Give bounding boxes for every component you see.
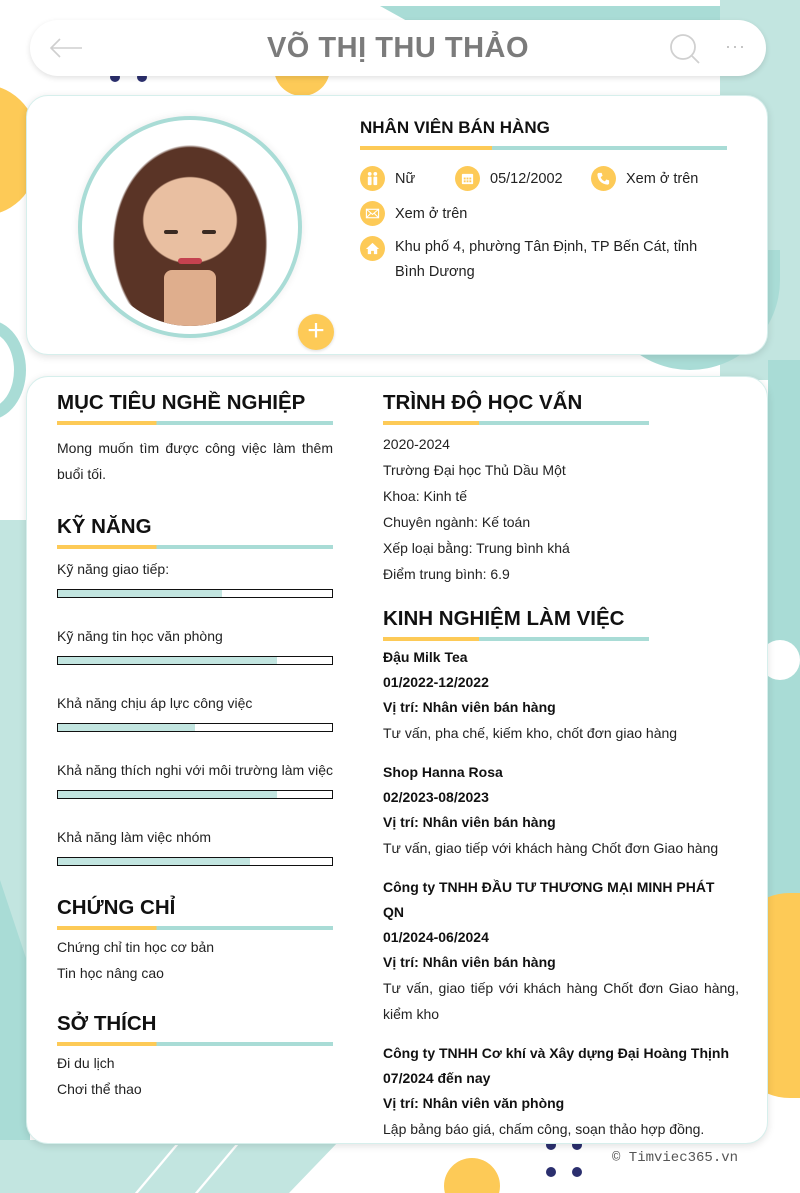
skill-bar (57, 857, 333, 866)
experience-period: 07/2024 đến nay (383, 1070, 491, 1086)
home-icon (360, 236, 385, 261)
page-title: VÕ THỊ THU THẢO (266, 31, 530, 64)
experience-description: Tư vấn, giao tiếp với khách hàng Chốt đơn Giao hàng (383, 840, 719, 856)
avatar-frame (78, 116, 325, 347)
resume-content-card (26, 376, 768, 1144)
skill-bar-fill (58, 791, 277, 798)
education-line: Chuyên ngành: Kế toán (383, 514, 531, 530)
experience-period: 02/2023-08/2023 (383, 789, 489, 805)
section-divider (383, 421, 649, 425)
experience-item (383, 1041, 739, 1142)
experience-period: 01/2024-06/2024 (383, 929, 489, 945)
experience-company: Shop Hanna Rosa (383, 764, 503, 780)
certificates-section (57, 896, 333, 986)
section-title: SỞ THÍCH (57, 1012, 157, 1035)
objective-text: Mong muốn tìm được công việc làm thêm buổi tối. (57, 440, 333, 482)
skill-label: Khả năng chịu áp lực công việc (57, 695, 253, 711)
header-bar (30, 20, 766, 76)
phone-row (591, 166, 698, 191)
search-icon[interactable] (668, 32, 702, 66)
address-row (360, 236, 720, 285)
education-line: Xếp loại bằng: Trung bình khá (383, 540, 570, 556)
right-column (383, 391, 739, 1142)
education-line: Khoa: Kinh tế (383, 488, 468, 504)
objective-section (57, 391, 333, 487)
section-divider (57, 1042, 333, 1046)
more-options-button[interactable]: ··· (725, 36, 746, 56)
experience-position: Vị trí: Nhân viên bán hàng (383, 954, 556, 970)
certificate-item: Chứng chỉ tin học cơ bản (57, 939, 215, 955)
certificate-item: Tin học nâng cao (57, 965, 164, 981)
experience-description: Lập bảng báo giá, chấm công, soạn thảo hợp đồng. (383, 1121, 705, 1137)
left-column (57, 391, 333, 1102)
skill-label: Khả năng thích nghi với môi trường làm việc (57, 762, 333, 778)
section-divider (57, 545, 333, 549)
education-line: Điểm trung bình: 6.9 (383, 566, 510, 582)
experience-company: Công ty TNHH Cơ khí và Xây dựng Đại Hoàng Thịnh (383, 1045, 729, 1061)
skill-bar-fill (58, 590, 222, 597)
experience-item (383, 645, 739, 746)
experience-company: Công ty TNHH ĐẦU TƯ THƯƠNG MẠI MINH PHÁT QN (383, 879, 715, 920)
experience-position: Vị trí: Nhân viên văn phòng (383, 1095, 565, 1111)
birthdate-row (455, 166, 563, 191)
profile-card (26, 95, 768, 355)
phone-value: Xem ở trên (626, 170, 699, 187)
job-title: NHÂN VIÊN BÁN HÀNG (360, 118, 550, 137)
hobbies-section (57, 1012, 333, 1102)
experience-period: 01/2022-12/2022 (383, 674, 489, 690)
experience-item (383, 760, 739, 861)
add-photo-button[interactable]: + (298, 314, 334, 350)
experience-position: Vị trí: Nhân viên bán hàng (383, 814, 556, 830)
experience-item (383, 875, 739, 1027)
section-title: TRÌNH ĐỘ HỌC VẤN (383, 391, 583, 414)
gender-row (360, 166, 415, 191)
birthdate-value: 05/12/2002 (490, 170, 563, 187)
address-value: Khu phố 4, phường Tân Định, TP Bến Cát, tỉnh Bình Dương (395, 239, 698, 280)
gender-value: Nữ (395, 170, 416, 187)
email-value: Xem ở trên (395, 205, 468, 222)
phone-icon (591, 166, 616, 191)
section-divider (383, 637, 649, 641)
skill-label: Khả năng làm việc nhóm (57, 829, 212, 845)
skill-label: Kỹ năng tin học văn phòng (57, 628, 223, 644)
job-title-divider (360, 146, 727, 150)
email-row (360, 201, 467, 226)
section-title: KINH NGHIỆM LÀM VIỆC (383, 607, 625, 630)
skill-bar (57, 656, 333, 665)
experience-position: Vị trí: Nhân viên bán hàng (383, 699, 556, 715)
section-divider (57, 926, 333, 930)
education-section (383, 391, 739, 587)
gender-icon (360, 166, 385, 191)
skill-bar (57, 790, 333, 799)
arrow-left-icon[interactable] (48, 36, 84, 60)
skill-bar-fill (58, 724, 195, 731)
skills-section (57, 515, 333, 866)
avatar (94, 130, 286, 326)
section-divider (57, 421, 333, 425)
hobby-item: Chơi thể thao (57, 1081, 142, 1097)
education-line: Trường Đại học Thủ Dầu Một (383, 462, 566, 478)
section-title: CHỨNG CHỈ (57, 896, 176, 919)
education-line: 2020-2024 (383, 436, 450, 452)
experience-description: Tư vấn, pha chế, kiếm kho, chốt đơn giao hàng (383, 725, 678, 741)
skill-label: Kỹ năng giao tiếp: (57, 561, 170, 577)
hobby-item: Đi du lịch (57, 1055, 115, 1071)
skill-bar (57, 723, 333, 732)
experience-description: Tư vấn, giao tiếp với khách hàng Chốt đơn Giao hàng, kiểm kho (383, 980, 739, 1022)
skill-bar-fill (58, 858, 250, 865)
calendar-icon (455, 166, 480, 191)
skill-bar (57, 589, 333, 598)
section-title: KỸ NĂNG (57, 515, 152, 538)
envelope-icon (360, 201, 385, 226)
experience-company: Đậu Milk Tea (383, 649, 468, 665)
section-title: MỤC TIÊU NGHỀ NGHIỆP (57, 391, 306, 414)
skill-bar-fill (58, 657, 277, 664)
experience-section (383, 607, 739, 1142)
footer-brand: © Timviec365.vn (612, 1150, 739, 1166)
